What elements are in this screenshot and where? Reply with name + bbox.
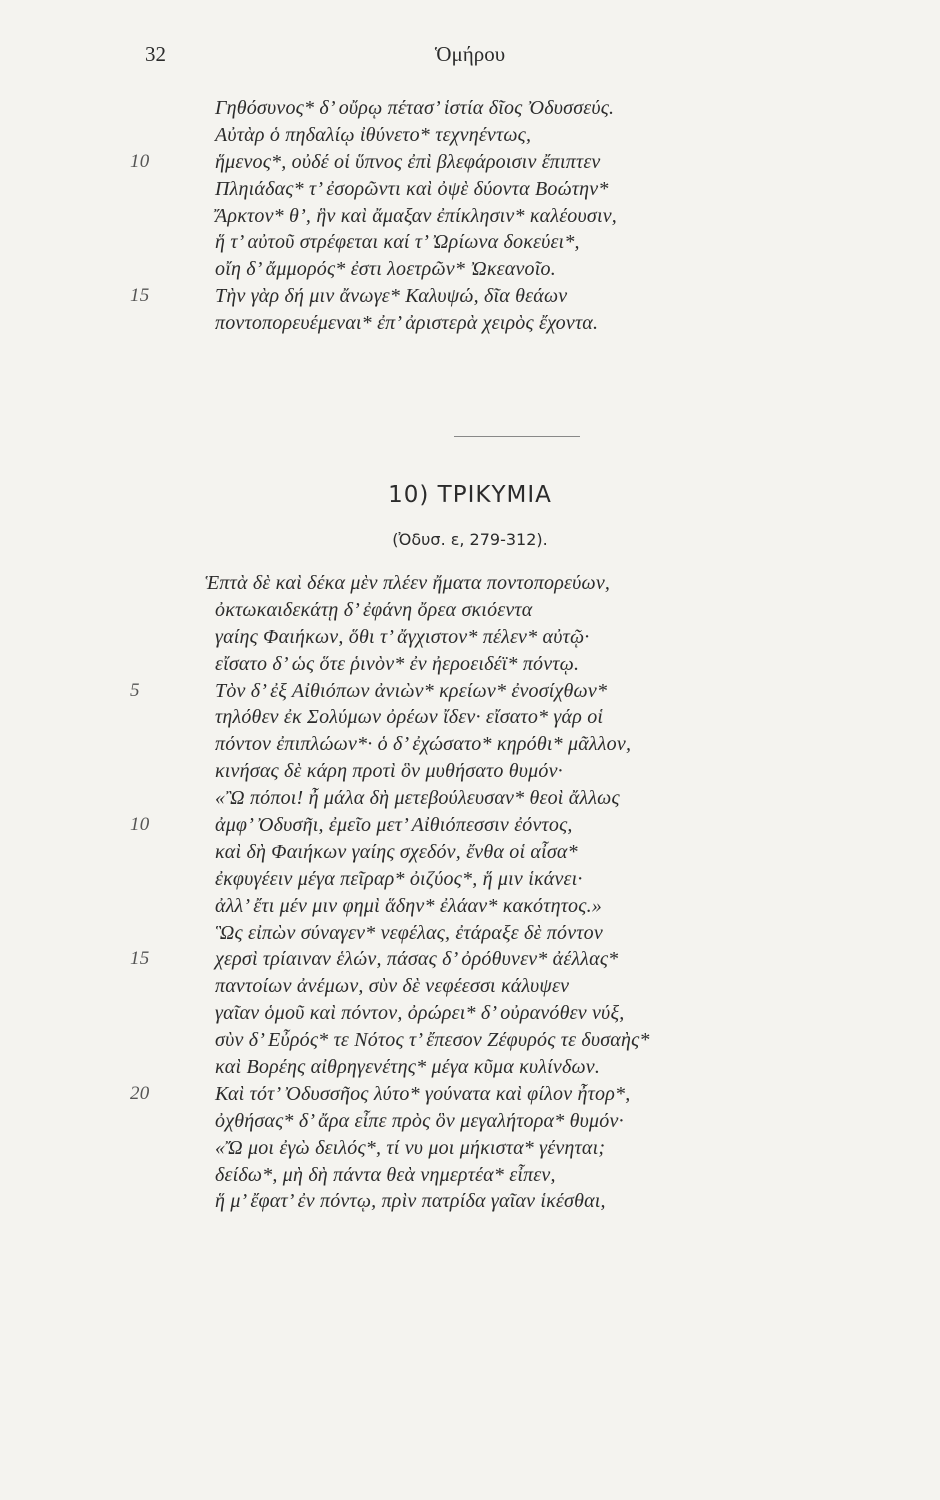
verse-text: Τὸν δ’ ἐξ Αἰθιόπων ἀνιὼν* κρείων* ἐνοσίχθων*: [215, 679, 608, 702]
verse-line: [0, 973, 940, 1000]
verse-text: ἐκφυγέειν μέγα πεῖραρ* ὀιζύος*, ἥ μιν ἱκάνει·: [215, 867, 583, 890]
verse-text: ὀκτωκαιδεκάτῃ δ’ ἐφάνη ὄρεα σκιόεντα: [215, 598, 533, 621]
poem-passage-1: [0, 95, 940, 337]
verse-line: [0, 893, 940, 920]
verse-line: [0, 310, 940, 337]
verse-line: [0, 256, 940, 283]
line-number: 20: [130, 1082, 150, 1104]
verse-line: [0, 1081, 940, 1108]
line-number: 10: [130, 150, 150, 172]
verse-text: γαίης Φαιήκων, ὅθι τ’ ἄγχιστον* πέλεν* αὐτῷ·: [215, 625, 590, 648]
page-number: 32: [145, 42, 166, 66]
verse-line: [0, 1188, 940, 1215]
verse-text: Ὣς εἰπὼν σύναγεν* νεφέλας, ἐτάραξε δὲ πόντον: [215, 921, 603, 944]
verse-line: [0, 758, 940, 785]
verse-line: [0, 1135, 940, 1162]
verse-line: [0, 229, 940, 256]
verse-text: γαῖαν ὁμοῦ καὶ πόντον, ὀρώρει* δ’ οὐρανόθεν νύξ,: [215, 1002, 625, 1025]
verse-text: ἥμενος*, οὐδέ οἱ ὕπνος ἐπὶ βλεφάροισιν ἔπιπτεν: [215, 150, 601, 173]
verse-line: [0, 1054, 940, 1081]
verse-line: [0, 651, 940, 678]
verse-line: [0, 283, 940, 310]
verse-text: πόντον ἐπιπλώων*· ὁ δ’ ἐχώσατο* κηρόθι* μᾶλλον,: [215, 733, 632, 756]
line-number: 5: [130, 679, 140, 701]
verse-text: εἴσατο δ’ ὡς ὅτε ῥινὸν* ἐν ἠεροειδέϊ* πόντῳ.: [215, 652, 580, 675]
verse-text: Ἄρκτον* θ’, ἣν καὶ ἄμαξαν ἐπίκλησιν* καλέουσιν,: [215, 204, 617, 227]
verse-text: Τὴν γὰρ δή μιν ἄνωγε* Καλυψώ, δῖα θεάων: [215, 285, 568, 308]
verse-line: [0, 812, 940, 839]
verse-text: Γηθόσυνος* δ’ οὔρῳ πέτασ’ ἱστία δῖος Ὀδυσσεύς.: [215, 97, 615, 119]
verse-text: καὶ δὴ Φαιήκων γαίης σχεδόν, ἔνθα οἱ αἶσα*: [215, 840, 578, 863]
verse-text: ἀμφ’ Ὀδυσῆι, ἐμεῖο μετ’ Αἰθιόπεσσιν ἐόντος,: [215, 814, 573, 837]
verse-line: [0, 95, 940, 122]
verse-line: [0, 1162, 940, 1189]
line-number: 15: [130, 285, 150, 307]
verse-text: ἥ τ’ αὐτοῦ στρέφεται καί τ’ Ὠρίωνα δοκεύει*,: [215, 231, 580, 254]
verse-text: σὺν δ’ Εὖρός* τε Νότος τ’ ἔπεσον Ζέφυρός τε δυσαὴς*: [215, 1029, 650, 1052]
verse-line: [0, 920, 940, 947]
verse-text: κινήσας δὲ κάρη προτὶ ὃν μυθήσατο θυμόν·: [215, 760, 563, 783]
line-number: 10: [130, 814, 150, 836]
verse-text: Αὐτὰρ ὁ πηδαλίῳ ἰθύνετο* τεχνηέντως,: [215, 123, 532, 146]
verse-text: Καὶ τότ’ Ὀδυσσῆος λύτο* γούνατα καὶ φίλον ἦτορ*,: [215, 1082, 631, 1105]
section-divider: [454, 436, 580, 437]
verse-text: οἴη δ’ ἄμμορός* ἐστι λοετρῶν* Ὠκεανοῖο.: [215, 258, 556, 281]
verse-line: [0, 678, 940, 705]
section-reference: (Ὀδυσ. ε, 279-312).: [392, 530, 548, 549]
verse-line: [0, 704, 940, 731]
line-number: 15: [130, 948, 150, 970]
verse-line: [0, 1108, 940, 1135]
running-title: Ὁμήρου: [434, 42, 506, 66]
verse-line: [0, 785, 940, 812]
verse-text: τηλόθεν ἐκ Σολύμων ὀρέων ἴδεν· εἴσατο* γάρ οἱ: [215, 706, 604, 729]
verse-line: [0, 946, 940, 973]
verse-line: [0, 597, 940, 624]
verse-text: ὀχθήσας* δ’ ἄρα εἶπε πρὸς ὃν μεγαλήτορα* θυμόν·: [215, 1109, 624, 1132]
verse-line: [0, 1027, 940, 1054]
verse-line: [0, 866, 940, 893]
verse-line: [0, 203, 940, 230]
verse-line: [0, 1000, 940, 1027]
verse-text: «Ὢ πόποι! ἦ μάλα δὴ μετεβούλευσαν* θεοὶ ἄλλως: [215, 787, 620, 810]
verse-text: Πληιάδας* τ’ ἐσορῶντι καὶ ὀψὲ δύοντα Βοώτην*: [215, 177, 609, 200]
verse-line: [0, 731, 940, 758]
verse-line: [0, 149, 940, 176]
verse-text: Ἑπτὰ δὲ καὶ δέκα μὲν πλέεν ἤματα ποντοπορεύων,: [205, 572, 611, 594]
verse-line: [0, 122, 940, 149]
verse-line: [0, 176, 940, 203]
verse-text: «Ὤ μοι ἐγὼ δειλός*, τί νυ μοι μήκιστα* γένηται;: [215, 1136, 606, 1159]
verse-text: ποντοπορευέμεναι* ἐπ’ ἀριστερὰ χειρὸς ἔχοντα.: [215, 312, 599, 335]
verse-text: χερσὶ τρίαιναν ἑλών, πάσας δ’ ὀρόθυνεν* ἀέλλας*: [215, 948, 619, 971]
verse-text: παντοίων ἀνέμων, σὺν δὲ νεφέεσσι κάλυψεν: [215, 975, 570, 998]
verse-text: καὶ Βορέης αἰθρηγενέτης* μέγα κῦμα κυλίνδων.: [215, 1056, 601, 1079]
page-header: [0, 42, 940, 72]
verse-text: ἀλλ’ ἔτι μέν μιν φημὶ ἅδην* ἐλάαν* κακότητος.»: [215, 894, 602, 917]
section-title: 10) ΤΡΙΚΥΜΙΑ: [388, 482, 552, 508]
verse-line: [0, 839, 940, 866]
poem-passage-2: [0, 570, 940, 1215]
verse-line: [0, 624, 940, 651]
verse-text: ἥ μ’ ἔφατ’ ἐν πόντῳ, πρὶν πατρίδα γαῖαν ἱκέσθαι,: [215, 1190, 606, 1213]
verse-text: δείδω*, μὴ δὴ πάντα θεὰ νημερτέα* εἶπεν,: [215, 1163, 556, 1186]
verse-line: [0, 570, 940, 597]
